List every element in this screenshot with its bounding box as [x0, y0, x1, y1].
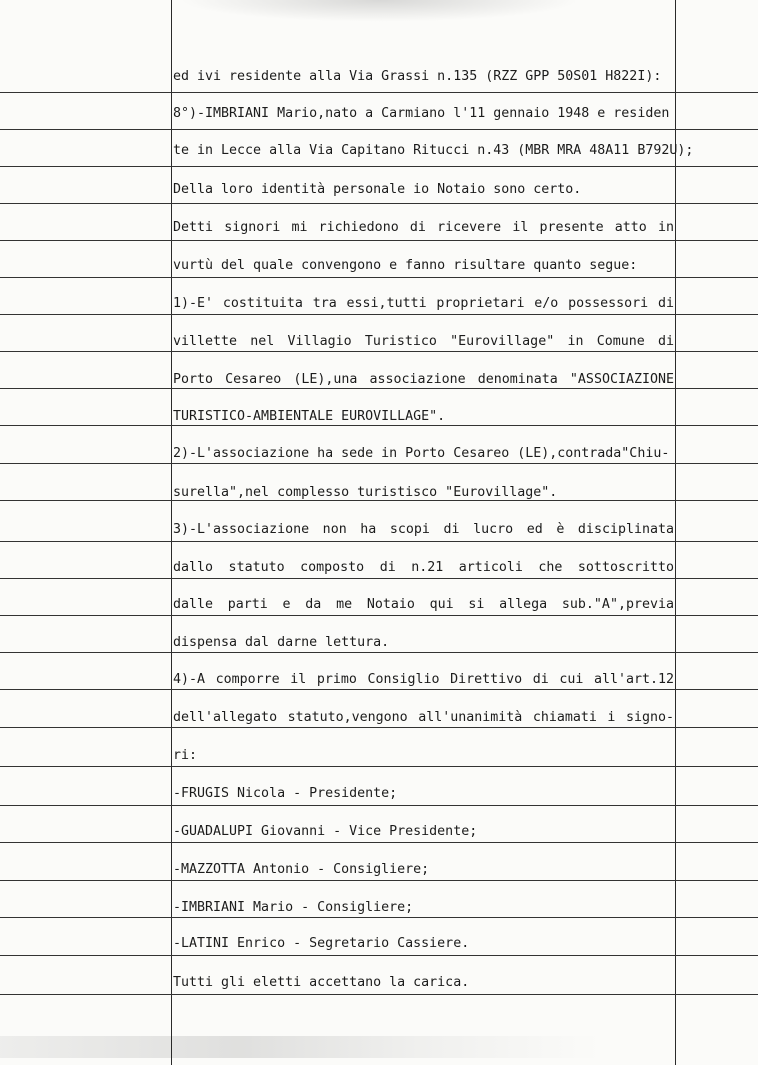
document-text-line: villette nel Villagio Turistico "Eurovillage" in Comune di	[173, 334, 674, 349]
ruled-line	[0, 917, 758, 918]
document-text-line: TURISTICO-AMBIENTALE EUROVILLAGE".	[173, 409, 446, 424]
document-text-line: ri:	[173, 748, 198, 763]
document-text-line: 2)-L'associazione ha sede in Porto Cesareo (LE),contrada"Chiu-	[173, 446, 670, 461]
ruled-line	[0, 727, 758, 728]
document-text-line: dell'allegato statuto,vengono all'unanimità chiamati i signo-	[173, 710, 674, 725]
ruled-line	[0, 880, 758, 881]
document-text-line: -IMBRIANI Mario - Consigliere;	[173, 900, 414, 915]
ruled-line	[0, 92, 758, 93]
ruled-line	[0, 994, 758, 995]
ruled-line	[0, 166, 758, 167]
document-text-line: ed ivi residente alla Via Grassi n.135 (RZZ GPP 50S01 H822I):	[173, 69, 662, 84]
document-text-line: surella",nel complesso turistisco "Eurovillage".	[173, 485, 558, 500]
ruled-line	[0, 203, 758, 204]
ruled-line	[0, 766, 758, 767]
left-margin-rule	[171, 0, 172, 1065]
document-text-line: -MAZZOTTA Antonio - Consigliere;	[173, 862, 430, 877]
ruled-line	[0, 314, 758, 315]
ruled-line	[0, 425, 758, 426]
ruled-line	[0, 652, 758, 653]
document-text-line: dalle parti e da me Notaio qui si allega sub."A",previa	[173, 597, 674, 612]
ruled-line	[0, 689, 758, 690]
ruled-line	[0, 277, 758, 278]
document-text-line: Della loro identità personale io Notaio sono certo.	[173, 182, 582, 197]
document-text-line: -LATINI Enrico - Segretario Cassiere.	[173, 936, 470, 951]
scan-smudge-top	[180, 0, 580, 22]
document-text-line: Porto Cesareo (LE),una associazione denominata "ASSOCIAZIONE	[173, 372, 674, 387]
ruled-line	[0, 463, 758, 464]
ruled-line	[0, 541, 758, 542]
document-text-line: 4)-A comporre il primo Consiglio Direttivo di cui all'art.12	[173, 672, 674, 687]
document-text-line: -GUADALUPI Giovanni - Vice Presidente;	[173, 824, 478, 839]
document-text-line: 8°)-IMBRIANI Mario,nato a Carmiano l'11 gennaio 1948 e residen	[173, 106, 670, 121]
ruled-line	[0, 578, 758, 579]
document-text-line: dispensa dal darne lettura.	[173, 635, 390, 650]
document-text-line: Detti signori mi richiedono di ricevere il presente atto in	[173, 220, 674, 235]
document-text-line: te in Lecce alla Via Capitano Ritucci n.43 (MBR MRA 48A11 B792U);	[173, 143, 694, 158]
ruled-line	[0, 615, 758, 616]
ruled-line	[0, 388, 758, 389]
document-text-line: Tutti gli eletti accettano la carica.	[173, 975, 470, 990]
ruled-line	[0, 955, 758, 956]
ruled-line	[0, 351, 758, 352]
document-text-line: -FRUGIS Nicola - Presidente;	[173, 786, 398, 801]
scan-smudge-bottom	[0, 1036, 600, 1058]
document-text-line: vurtù del quale convengono e fanno risultare quanto segue:	[173, 258, 638, 273]
document-text-line: dallo statuto composto di n.21 articoli che sottoscritto	[173, 560, 674, 575]
ruled-line	[0, 805, 758, 806]
ruled-line	[0, 842, 758, 843]
ruled-line	[0, 240, 758, 241]
ruled-line	[0, 129, 758, 130]
document-text-line: 1)-E' costituita tra essi,tutti proprietari e/o possessori di	[173, 296, 674, 311]
document-text-line: 3)-L'associazione non ha scopi di lucro ed è disciplinata	[173, 522, 674, 537]
